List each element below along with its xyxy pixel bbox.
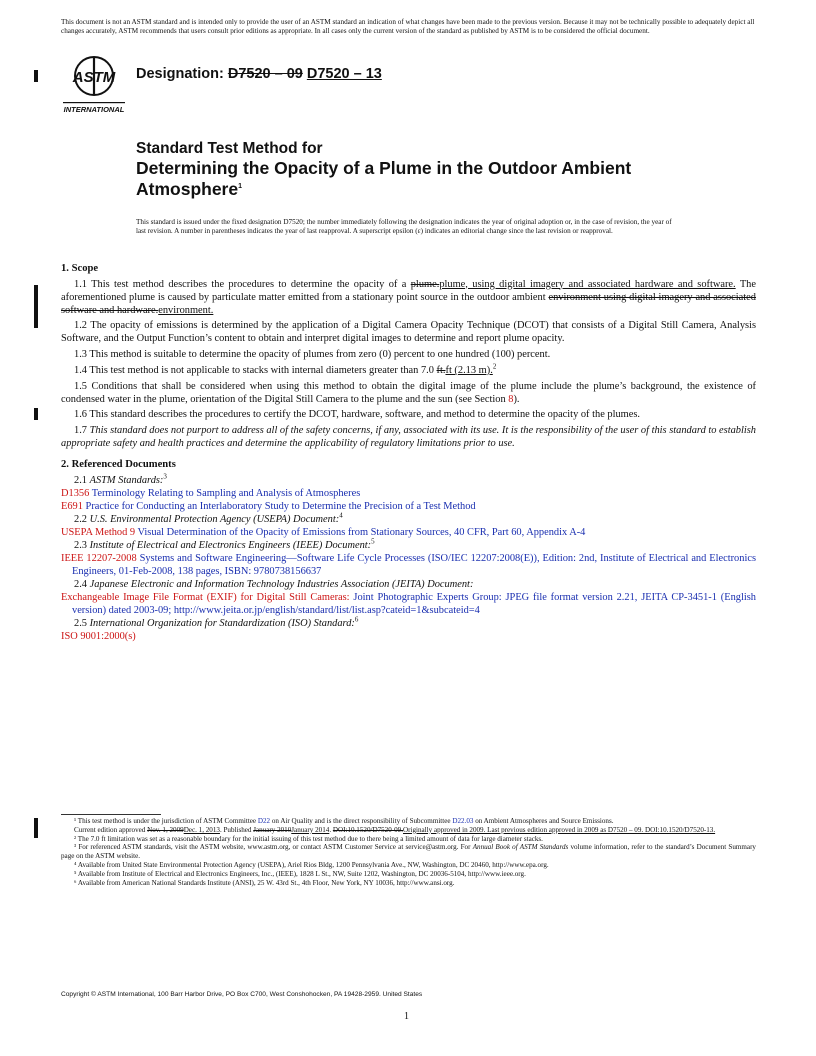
deleted-text: plume. — [410, 278, 440, 290]
scope-1-5: 1.5 Conditions that shall be considered when using this method to obtain the digital image of the plume include the plume’s background, the existence of condensed water in the plume, orientation of the Digital Still Camera to the plume and the sun (see Section 8). — [61, 380, 756, 405]
scope-1-4: 1.4 This test method is not applicable to stacks with internal diameters greater than 7.0 ft.ft (2.13 m).$^2$ — [74, 362, 497, 376]
document-body — [61, 262, 756, 643]
document-title — [136, 139, 736, 200]
refs-2-1: 2.1 ASTM Standards:$^3$ — [74, 472, 167, 486]
logo-subtext: INTERNATIONAL — [63, 105, 125, 114]
ref-doc-ieee[interactable]: IEEE 12207-2008 Systems and Software Engineering—Software Life Cycle Processes (ISO/IEC 12207:2008(E)), Edition: 2nd, Institute of Electrical and Electronics Engineers, 01-Feb-2008, 138 pages, ISBN: 9780738156637 — [61, 552, 756, 577]
footnote-rule — [61, 814, 161, 815]
scope-1-7: 1.7 This standard does not purport to address all of the safety concerns, if any, associated with its use. It is the responsibility of the user of this standard to establish appropriate safety and health practices and determine the applicability of regulatory limitations prior to use. — [61, 425, 756, 450]
scope-1-6: 1.6 This standard describes the procedures to certify the DCOT, hardware, software, and method to determine the opacity of the plumes. — [74, 409, 641, 421]
scope-1-1: 1.1 This test method describes the procedures to determine the opacity of a plume.plume, using digital imagery and associated hardware and software. The aforementioned plume is caused by particulate matter emitted from a stationary point source in the outdoor ambient environment using digital imagery and associated software and hardware.environment. — [61, 278, 756, 316]
astm-logo-mark — [60, 55, 128, 117]
refs-2-5: 2.5 International Organization for Standardization (ISO) Standard:$^6$ — [74, 615, 359, 629]
footnote-ref[interactable]: 4 — [339, 511, 343, 520]
footnote-ref[interactable]: 6 — [354, 615, 359, 624]
footnote-1: ¹ This test method is under the jurisdiction of ASTM Committee D22 on Air Quality and is the direct responsibility of Subcommittee D22.03 on Ambient Atmospheres and Source Emissions. — [74, 817, 614, 825]
title-main: Determining the Opacity of a Plume in the Outdoor Ambient Atmosphere — [136, 158, 632, 199]
footnotes — [61, 817, 756, 887]
change-bar-scope-1-1 — [34, 285, 38, 328]
footnote-ref[interactable]: 3 — [163, 472, 167, 481]
ref-doc-e691[interactable]: E691 Practice for Conducting an Interlaboratory Study to Determine the Precision of a Test Method — [61, 500, 476, 512]
title-line-1: Standard Test Method for — [136, 140, 323, 157]
ref-doc-exif[interactable]: Exchangeable Image File Format (EXIF) for Digital Still Cameras: Joint Photographic Experts Group: JPEG file format version 2.21, JEITA CP-3451-1 (English version) dated 2003-09; http://www.jeita.or.jp/english/standard/list/list.asp?cateid=1&subcateid=4 — [61, 591, 756, 616]
refs-2-4: 2.4 Japanese Electronic and Information Technology Industries Association (JEITA) Document: — [74, 578, 474, 590]
footnote-5: ⁵ Available from Institute of Electrical and Electronics Engineers, Inc., (IEEE), 1828 L St., NW, Suite 1202, Washington, DC 20036-5104, http://www.ieee.org. — [74, 869, 526, 878]
page-number: 1 — [404, 1011, 409, 1022]
section-link[interactable]: 8 — [508, 393, 514, 405]
inserted-text: plume, using digital imagery and associated hardware and software. — [439, 278, 736, 290]
scope-1-3: 1.3 This method is suitable to determine the opacity of plumes from zero (0) percent to one hundred (100) percent. — [74, 349, 551, 361]
ref-doc-d1356[interactable]: D1356 Terminology Relating to Sampling and Analysis of Atmospheres — [61, 487, 361, 499]
ref-doc-usepa[interactable]: USEPA Method 9 Visual Determination of the Opacity of Emissions from Stationary Sources, 40 CFR, Part 60, Appendix A-4 — [61, 526, 586, 538]
footnote-3: ³ For referenced ASTM standards, visit the ASTM website, www.astm.org, or contact ASTM Customer Service at service@astm.org. For Annual Book of ASTM Standards volume information, refer to the standard’s Document Summary page on the ASTM website. — [61, 843, 756, 861]
scope-heading: 1. Scope — [61, 263, 99, 274]
change-bar-footnote-edition — [34, 818, 38, 838]
designation-label: Designation: — [136, 66, 224, 82]
designation — [136, 66, 382, 82]
designation-new: D7520 – 13 — [306, 66, 382, 82]
committee-link[interactable]: D22 — [257, 817, 271, 825]
subcommittee-link[interactable]: D22.03 — [452, 817, 474, 825]
inserted-text: ft (2.13 m). — [445, 364, 493, 376]
logo-text: ASTM — [72, 69, 116, 86]
refs-2-2: 2.2 U.S. Environmental Protection Agency (USEPA) Document:$^4$ — [74, 511, 343, 525]
title-footnote-ref[interactable]: 1 — [238, 183, 243, 191]
refs-heading: 2. Referenced Documents — [61, 459, 176, 471]
deleted-text: ft. — [436, 364, 446, 376]
refs-2-3: 2.3 Institute of Electrical and Electronics Engineers (IEEE) Document:$^5$ — [74, 537, 375, 551]
copyright: Copyright © ASTM International, 100 Barr Harbor Drive, PO Box C700, West Conshohocken, PA 19428-2959. United States — [61, 991, 423, 998]
ref-doc-iso[interactable]: ISO 9001:2000(s) — [61, 630, 136, 642]
document-notice: This document is not an ASTM standard and is intended only to provide the user of an ASTM standard an indication of what changes have been made to the previous version. Because it may not be technically possible to adequately depict all changes accurately, ASTM recommends that users consult prior editions as appropriate. In all cases only the current version of the standard as published by ASTM is to be considered the official document. — [61, 18, 755, 35]
footnote-ref[interactable]: 2 — [492, 362, 497, 371]
footnote-1-edition: Current edition approved Nov. 1, 2009Dec. 1, 2013. Published January 2010January 2014. DOI:10.1520/D7520-09.Originally approved in 2009. Last previous edition approved in 2009 as D7520 – 09. DOI:10.1520/D7520-13. — [74, 825, 716, 834]
issued-note: This standard is issued under the fixed designation D7520; the number immediately following the designation indicates the year of original adoption or, in the case of revision, the year of last revision. A number in parentheses indicates the year of last reapproval. A superscript epsilon (ε) indicates an editorial change since the last revision or reapproval. — [136, 218, 672, 235]
change-bar-designation — [34, 70, 38, 82]
footnote-4: ⁴ Available from United State Environmental Protection Agency (USEPA), Ariel Rios Bldg, 1200 Pennsylvania Ave., NW, Washington, DC 20460, http://www.epa.org. — [74, 860, 549, 869]
footnote-2: ² The 7.0 ft limitation was set as a reasonable boundary for the initial issuing of this test method due to there being a limited amount of data for large diameter stacks. — [74, 834, 543, 843]
footnote-ref[interactable]: 5 — [371, 537, 375, 546]
scope-1-2: 1.2 The opacity of emissions is determined by the application of a Digital Camera Opacity Technique (DCOT) that consists of a Digital Still Camera, Analysis Software, and the Output Function’s content to obtain and interpret digital images to determine and report plume opacity. — [61, 320, 756, 345]
designation-old: D7520 – 09 — [227, 66, 303, 82]
inserted-text: environment. — [158, 304, 214, 316]
deleted-text: environment using digital imagery and associated software and hardware. — [61, 291, 756, 316]
change-bar-scope-1-4 — [34, 408, 38, 420]
astm-logo — [60, 55, 128, 117]
title-line-2 — [136, 158, 736, 200]
footnote-6: ⁶ Available from American National Standards Institute (ANSI), 25 W. 43rd St., 4th Floor, New York, NY 10036, http://www.ansi.org. — [74, 878, 455, 887]
